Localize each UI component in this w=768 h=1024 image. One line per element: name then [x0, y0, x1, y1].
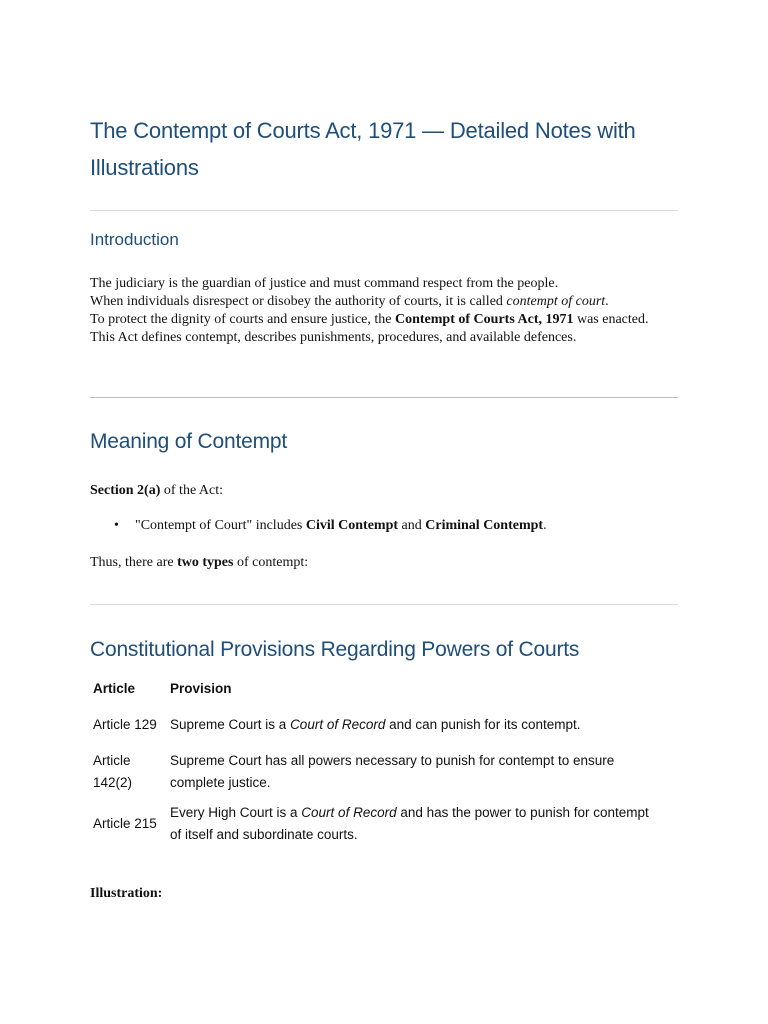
provision-emphasis: Court of Record — [301, 805, 397, 820]
intro-text: . — [605, 294, 609, 309]
list-item — [90, 516, 547, 536]
table-row — [90, 702, 663, 748]
provision-cell — [167, 702, 663, 748]
bullet-bold: Civil Contempt — [305, 518, 399, 533]
provisions-table — [90, 676, 663, 852]
table-header-row — [90, 676, 663, 702]
intro-emphasis: contempt of court — [506, 294, 606, 309]
provision-text: and can punish for its contempt. — [385, 717, 581, 732]
bullet-text: . — [543, 518, 547, 533]
column-header-provision: Provision — [170, 681, 232, 696]
article-cell: Article 215 — [93, 816, 157, 831]
provision-text: Supreme Court has all powers necessary to punish for contempt to ensure complete justice. — [170, 753, 615, 790]
article-cell: Article 142(2) — [93, 753, 133, 790]
table-row — [90, 796, 663, 852]
provision-text: Supreme Court is a — [170, 717, 291, 732]
section-reference-line — [90, 482, 678, 500]
types-sentence — [90, 554, 678, 572]
bullet-text: "Contempt of Court" includes — [135, 518, 306, 533]
bullet-text: and — [398, 518, 426, 533]
act-name-bold: Contempt of Courts Act, 1971 — [395, 312, 574, 327]
intro-text: When individuals disrespect or disobey the authority of courts, it is called — [90, 294, 507, 309]
intro-text: To protect the dignity of courts and ensure justice, the — [90, 312, 395, 327]
types-text: of contempt: — [233, 555, 309, 570]
section-reference-text: of the Act: — [160, 483, 223, 498]
intro-text: was enacted. — [573, 312, 649, 327]
illustration-label: Illustration: — [90, 886, 163, 901]
section-heading-meaning: Meaning of Contempt — [90, 430, 287, 453]
types-bold: two types — [177, 555, 234, 570]
article-cell: Article 129 — [93, 717, 157, 732]
provision-cell — [167, 796, 663, 852]
intro-line — [90, 311, 678, 329]
divider — [90, 397, 678, 398]
provision-cell — [167, 748, 663, 796]
bullet-icon: • — [114, 518, 119, 533]
column-header-article: Article — [93, 681, 136, 696]
introduction-paragraph — [90, 275, 678, 347]
provision-emphasis: Court of Record — [290, 717, 386, 732]
types-text: Thus, there are — [90, 555, 178, 570]
section-heading-constitutional: Constitutional Provisions Regarding Powers of Courts — [90, 638, 580, 661]
divider — [90, 604, 678, 605]
section-number-bold: Section 2(a) — [90, 483, 161, 498]
provision-text: and has the power to punish for contempt of itself and subordinate courts. — [170, 805, 649, 842]
intro-line: The judiciary is the guardian of justice and must command respect from the people. — [90, 276, 559, 291]
table-row — [90, 748, 663, 796]
provision-text: Every High Court is a — [170, 805, 302, 820]
intro-line — [90, 293, 678, 311]
bullet-list — [90, 516, 547, 536]
divider — [90, 210, 678, 211]
document-title: The Contempt of Courts Act, 1971 — Detailed Notes with Illustrations — [90, 118, 636, 180]
bullet-bold: Criminal Contempt — [425, 518, 544, 533]
intro-line: This Act defines contempt, describes punishments, procedures, and available defences. — [90, 330, 577, 345]
section-heading-introduction: Introduction — [90, 230, 179, 249]
